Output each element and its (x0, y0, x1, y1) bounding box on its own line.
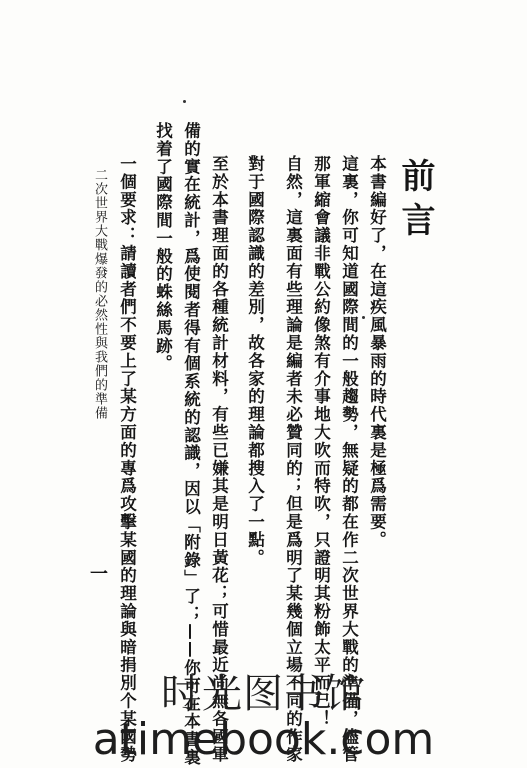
watermark-url: atimebook.com (92, 714, 435, 765)
text-column-5: 對于國際認識的差別，故各家的理論都搜入了一點。 (245, 155, 265, 567)
ink-dot (183, 100, 186, 103)
page-number: 一 (90, 564, 108, 585)
text-column-1: 本書編好了，在這疾風暴雨的時代裏是極爲需要。 (367, 155, 387, 549)
text-column-4: 自然，這裏面有些理論是編者未必贊同的；但是爲明了某幾個立場不同的作家 (283, 155, 303, 764)
running-title: 二次世界大戰爆發的必然性與我們的準備 (92, 168, 107, 420)
text-column-8: 找着了國際間一般的蛛絲馬跡。 (153, 122, 173, 373)
page-title: 前言 (395, 158, 435, 246)
text-column-7: 備的實在統計，爲使閱者得有個系統的認識，因以「附錄」了；——你可在本書裏 (181, 122, 201, 767)
watermark-cn: 时光图书馆 (161, 671, 366, 717)
text-column-2: 這裏，你可知道國際間的一般趨勢，無疑的都在作二次世界大戰的準備，儘管 (339, 155, 359, 764)
text-column-6: 至於本書理面的各種統計材料，有些已嫌其是明日黃花；可惜最近尚無各國軍 (209, 155, 229, 764)
text-column-9: 一個要求：請讀者們不要上了某方面的專爲攻擊某國的理論與暗捐別个某國勢 (117, 155, 137, 764)
text-column-3: 那軍縮會議非戰公約像煞有介事地大吹而特吹，只證明其粉飾太平而已！ (311, 155, 331, 728)
ink-dot (362, 316, 365, 319)
